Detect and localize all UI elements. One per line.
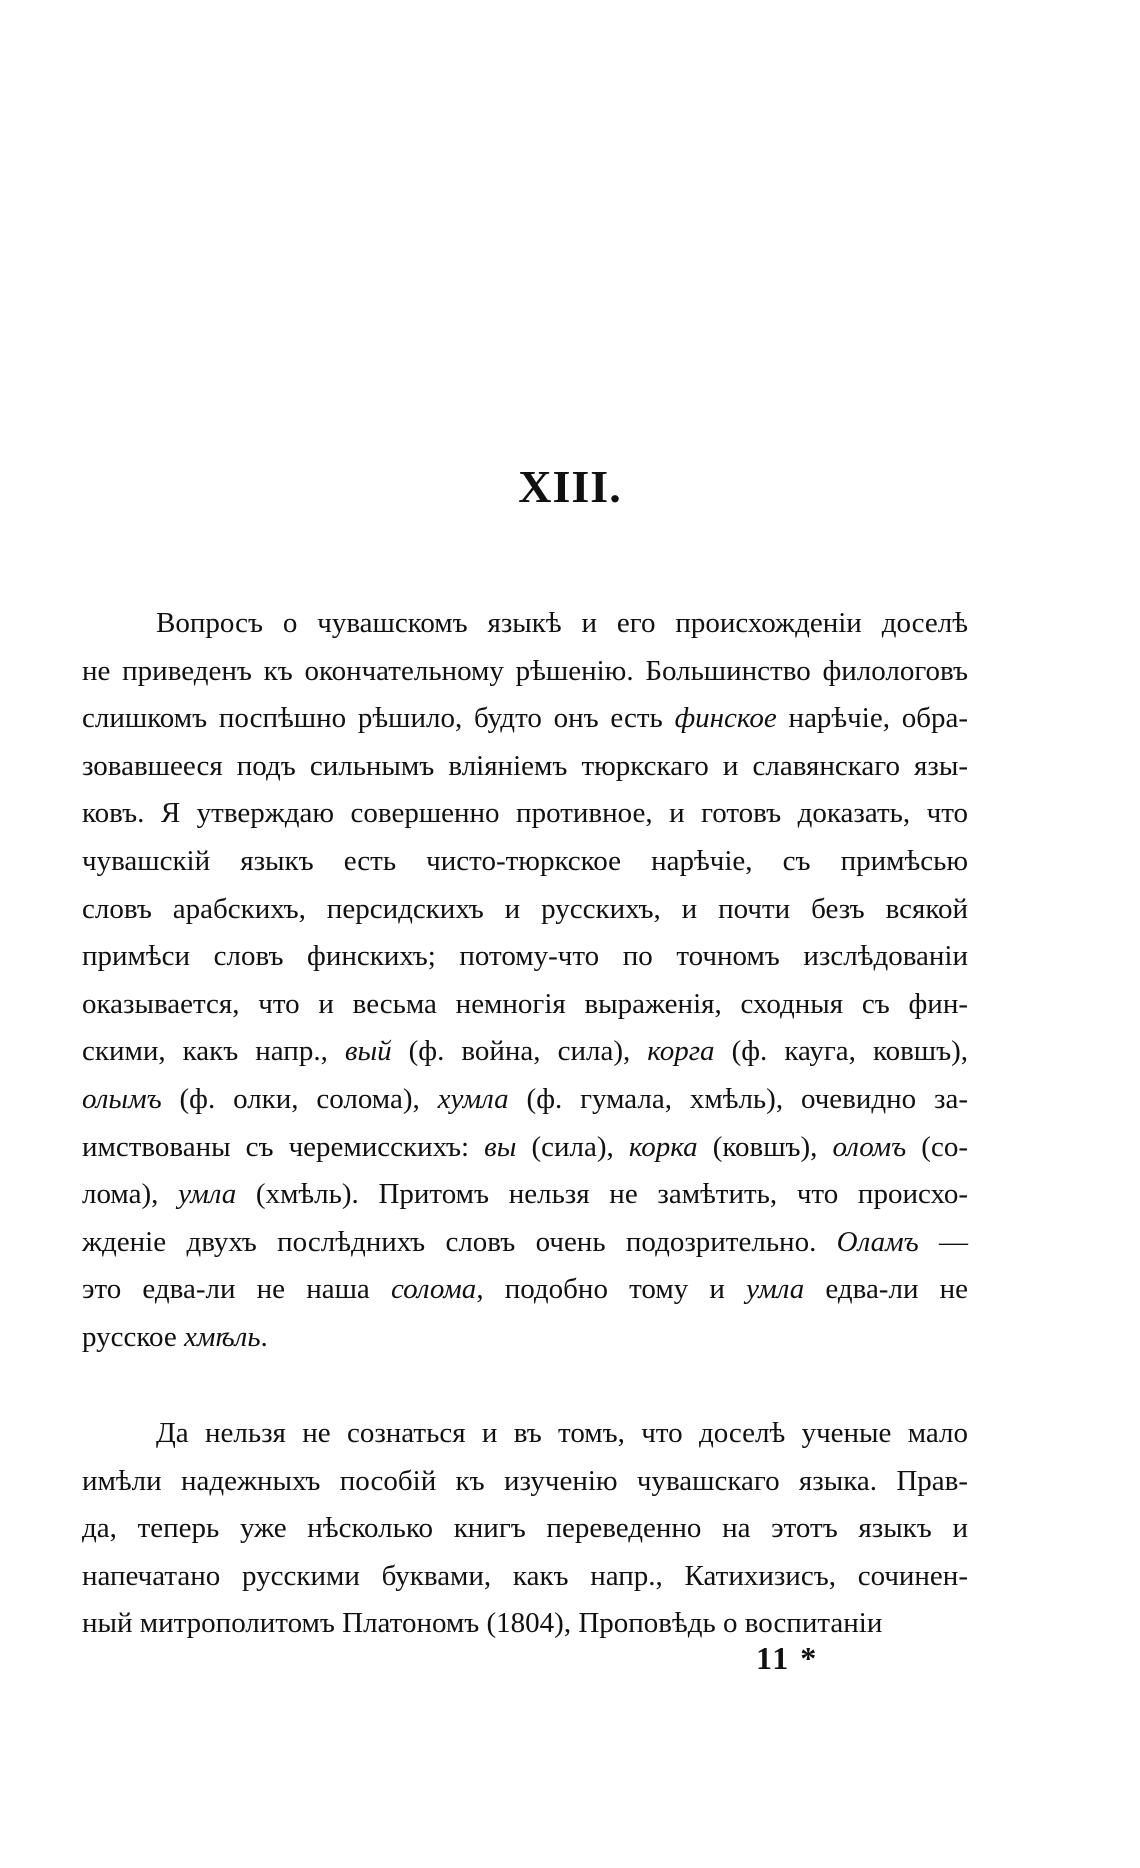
italic-word: хмѣль <box>183 1320 261 1353</box>
text-line: лома), умла (хмѣль). Притомъ нельзя не замѣтить, что происхо- <box>82 1178 969 1211</box>
text-line: словъ арабскихъ, персидскихъ и русскихъ, и почти безъ всякой <box>82 892 968 925</box>
text-line: ный митрополитомъ Платономъ (1804), Проповѣдь о воспитаніи <box>82 1607 883 1640</box>
text-line: Вопросъ о чувашскомъ языкѣ и его происхожденіи доселѣ <box>156 607 968 639</box>
paragraph-2 <box>82 1410 968 1648</box>
text-line: жденіе двухъ послѣднихъ словъ очень подозрительно. Оламъ — <box>82 1225 969 1258</box>
text-line: скими, какъ напр., вый (ф. война, сила), корга (ф. кауга, ковшъ), <box>82 1035 968 1068</box>
paragraph-1 <box>82 600 968 1362</box>
italic-word: оломъ <box>832 1130 907 1163</box>
text-line: ковъ. Я утверждаю совершенно противное, и готовъ доказать, что <box>82 797 968 830</box>
italic-word: Оламъ <box>836 1225 919 1258</box>
italic-word: корка <box>628 1130 698 1163</box>
text-line: олымъ (ф. олки, солома), хумла (ф. гумала, хмѣль), очевидно за- <box>82 1082 968 1115</box>
text-line: имѣли надежныхъ пособій къ изученію чувашскаго языка. Прав- <box>82 1464 968 1497</box>
signature-mark: 11 * <box>756 1640 819 1676</box>
text-line: да, теперь уже нѣсколько книгъ переведенно на этотъ языкъ и <box>82 1512 968 1545</box>
text-line: русское хмѣль. <box>82 1320 268 1353</box>
italic-word: солома <box>390 1273 477 1306</box>
italic-word: корга <box>647 1035 715 1068</box>
text-line: оказывается, что и весьма немногія выраженія, сходныя съ фин- <box>82 987 968 1020</box>
text-line: Да нельзя не сознаться и въ томъ, что доселѣ ученые мало <box>156 1417 968 1449</box>
text-line: зовавшееся подъ сильнымъ вліяніемъ тюркскаго и славянскаго язы- <box>82 749 968 782</box>
text-line: напечатано русскими буквами, какъ напр., Катихизисъ, сочинен- <box>82 1559 968 1592</box>
text-line: примѣси словъ финскихъ; потому-что по точномъ изслѣдованіи <box>82 940 968 973</box>
italic-word: умла <box>178 1178 237 1211</box>
text-line: имствованы съ черемисскихъ: вы (сила), корка (ковшъ), оломъ (со- <box>82 1130 968 1163</box>
italic-word: вы <box>484 1130 517 1163</box>
italic-word: олымъ <box>82 1082 162 1115</box>
italic-word: финское <box>674 702 777 735</box>
italic-word: хумла <box>437 1082 509 1115</box>
chapter-title: XIII. <box>518 461 622 512</box>
text-line: не приведенъ къ окончательному рѣшенію. Большинство филологовъ <box>82 654 968 687</box>
italic-word: вый <box>344 1035 392 1068</box>
text-line: это едва-ли не наша солома, подобно тому и умла едва-ли не <box>82 1273 969 1306</box>
italic-word: умла <box>746 1273 805 1306</box>
text-line: чувашскій языкъ есть чисто-тюркское нарѣчіе, съ примѣсью <box>82 844 968 877</box>
text-line: слишкомъ поспѣшно рѣшило, будто онъ есть финское нарѣчіе, обра- <box>82 702 969 735</box>
